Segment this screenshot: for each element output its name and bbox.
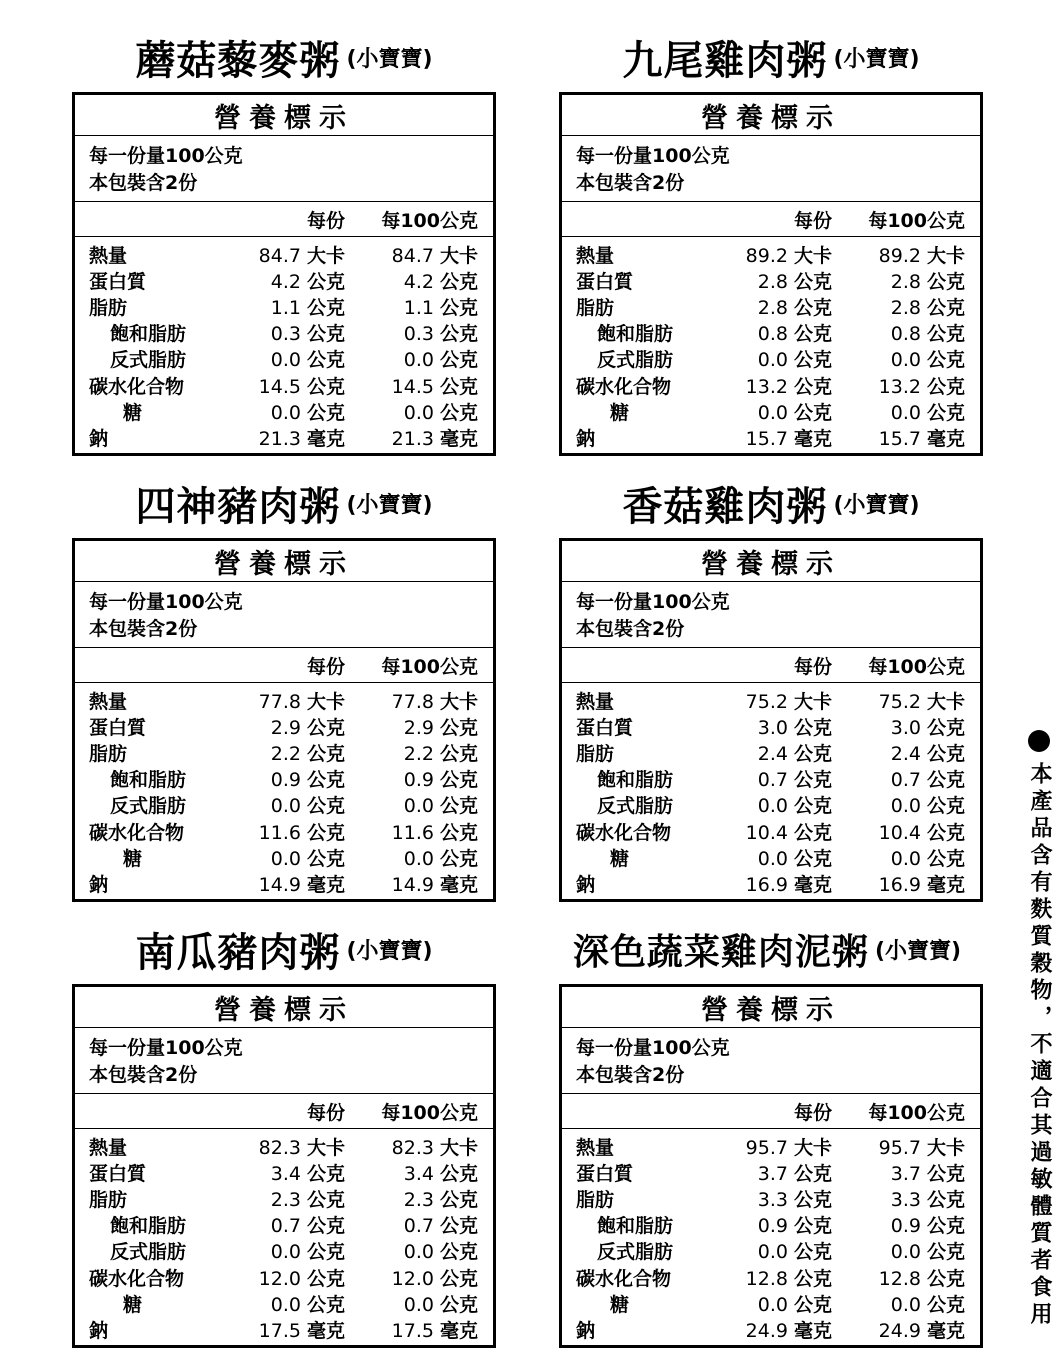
nutrient-row (562, 1185, 980, 1211)
nutrition-card-mushroom-quinoa (72, 28, 496, 456)
value-per-100g: 11.6 公克 (391, 821, 478, 844)
value-per-100g: 0.0 公克 (890, 1293, 965, 1316)
nutrient-row (562, 1159, 980, 1185)
nutrition-card-shiitake-chicken (559, 474, 983, 902)
value-per-serving: 0.0 公克 (270, 349, 345, 372)
nutrient-row (562, 844, 980, 870)
nutrient-name: 熱量 (576, 1136, 615, 1159)
value-per-serving: 3.3 公克 (757, 1188, 832, 1211)
nutrient-name: 反式脂肪 (597, 349, 674, 372)
nutrient-row (562, 398, 980, 424)
nutrient-name: 飽和脂肪 (597, 1215, 674, 1238)
label-header: 營養標示 (75, 95, 493, 136)
value-per-100g: 16.9 毫克 (878, 873, 965, 896)
nutrient-row (75, 1133, 493, 1159)
value-per-serving: 0.0 公克 (757, 401, 832, 424)
value-per-serving: 0.0 公克 (757, 349, 832, 372)
nutrient-name: 鈉 (576, 1319, 596, 1342)
value-per-100g: 0.0 公克 (890, 401, 965, 424)
nutrient-name: 脂肪 (576, 296, 615, 319)
value-per-serving: 0.0 公克 (757, 795, 832, 818)
product-title: 深色蔬菜雞肉泥粥 (小寶寶) (572, 931, 962, 973)
nutrient-name: 脂肪 (576, 1188, 615, 1211)
value-per-100g: 75.2 大卡 (878, 690, 965, 713)
label-header: 營養標示 (75, 541, 493, 582)
nutrient-row (562, 1264, 980, 1290)
value-per-100g: 3.3 公克 (890, 1188, 965, 1211)
column-headers: 每份 每100公克 (562, 648, 980, 683)
serving-info: 每一份量100公克 本包裝含2份 (562, 582, 980, 648)
nutrient-name: 碳水化合物 (89, 1267, 185, 1290)
allergen-note-text: 本產品含有麩質穀物，不適合其過敏體質者食用 (1027, 762, 1052, 1329)
value-per-100g: 82.3 大卡 (391, 1136, 478, 1159)
value-per-100g: 24.9 毫克 (878, 1319, 965, 1342)
value-per-serving: 3.0 公克 (757, 716, 832, 739)
nutrient-name: 碳水化合物 (576, 1267, 672, 1290)
nutrient-row (75, 687, 493, 713)
nutrient-row (562, 766, 980, 792)
nutrient-name: 糖 (123, 401, 143, 424)
nutrient-row (75, 346, 493, 372)
nutrient-row (562, 1316, 980, 1342)
value-per-100g: 95.7 大卡 (878, 1136, 965, 1159)
value-per-serving: 0.0 公克 (270, 847, 345, 870)
value-per-serving: 0.0 公克 (270, 795, 345, 818)
value-per-100g: 0.0 公克 (890, 349, 965, 372)
value-per-serving: 0.8 公克 (757, 323, 832, 346)
value-per-serving: 14.9 毫克 (258, 873, 345, 896)
serving-info: 每一份量100公克 本包裝含2份 (75, 1028, 493, 1094)
value-per-serving: 0.7 公克 (757, 769, 832, 792)
value-per-100g: 0.0 公克 (890, 795, 965, 818)
nutrient-name: 飽和脂肪 (110, 323, 187, 346)
nutrient-name: 脂肪 (576, 742, 615, 765)
value-per-100g: 4.2 公克 (403, 270, 478, 293)
nutrient-row (562, 792, 980, 818)
nutrient-rows (75, 683, 493, 899)
nutrient-row (75, 267, 493, 293)
value-per-100g: 17.5 毫克 (391, 1319, 478, 1342)
nutrient-name: 反式脂肪 (110, 349, 187, 372)
nutrient-row (75, 1316, 493, 1342)
value-per-serving: 82.3 大卡 (258, 1136, 345, 1159)
value-per-serving: 0.0 公克 (757, 1241, 832, 1264)
nutrient-name: 熱量 (576, 690, 615, 713)
nutrient-row (562, 267, 980, 293)
value-per-serving: 0.0 公克 (757, 1293, 832, 1316)
nutrient-name: 蛋白質 (576, 1162, 634, 1185)
value-per-100g: 3.7 公克 (890, 1162, 965, 1185)
nutrient-name: 蛋白質 (89, 716, 147, 739)
nutrient-row (75, 1264, 493, 1290)
nutrient-row (75, 739, 493, 765)
value-per-serving: 0.0 公克 (270, 1293, 345, 1316)
nutrient-name: 蛋白質 (576, 270, 634, 293)
nutrient-name: 蛋白質 (89, 270, 147, 293)
value-per-100g: 0.0 公克 (403, 795, 478, 818)
serving-info: 每一份量100公克 本包裝含2份 (562, 1028, 980, 1094)
nutrient-row (75, 1238, 493, 1264)
value-per-100g: 77.8 大卡 (391, 690, 478, 713)
nutrient-row (75, 1290, 493, 1316)
nutrient-name: 反式脂肪 (597, 1241, 674, 1264)
nutrient-name: 糖 (610, 1293, 630, 1316)
nutrient-row (562, 241, 980, 267)
value-per-100g: 89.2 大卡 (878, 244, 965, 267)
nutrient-name: 飽和脂肪 (110, 1215, 187, 1238)
column-headers: 每份 每100公克 (75, 1094, 493, 1129)
value-per-serving: 77.8 大卡 (258, 690, 345, 713)
value-per-serving: 0.0 公克 (270, 1241, 345, 1264)
value-per-100g: 2.8 公克 (890, 270, 965, 293)
nutrient-row (562, 687, 980, 713)
value-per-serving: 2.2 公克 (270, 742, 345, 765)
nutrient-row (75, 424, 493, 450)
nutrient-row (75, 293, 493, 319)
label-header: 營養標示 (562, 541, 980, 582)
serving-info: 每一份量100公克 本包裝含2份 (75, 136, 493, 202)
nutrient-name: 鈉 (576, 427, 596, 450)
value-per-100g: 2.9 公克 (403, 716, 478, 739)
value-per-serving: 14.5 公克 (258, 375, 345, 398)
nutrient-row (562, 1290, 980, 1316)
nutrient-name: 飽和脂肪 (110, 769, 187, 792)
value-per-100g: 2.4 公克 (890, 742, 965, 765)
nutrient-name: 脂肪 (89, 1188, 128, 1211)
value-per-100g: 3.0 公克 (890, 716, 965, 739)
nutrition-label (559, 92, 983, 456)
nutrient-row (75, 398, 493, 424)
value-per-serving: 13.2 公克 (745, 375, 832, 398)
nutrient-row (562, 870, 980, 896)
value-per-serving: 4.2 公克 (270, 270, 345, 293)
value-per-100g: 14.9 毫克 (391, 873, 478, 896)
nutrient-name: 糖 (610, 401, 630, 424)
nutrient-row (75, 818, 493, 844)
nutrient-row (75, 713, 493, 739)
nutrient-name: 熱量 (576, 244, 615, 267)
nutrition-label (72, 92, 496, 456)
value-per-100g: 0.8 公克 (890, 323, 965, 346)
nutrient-name: 反式脂肪 (597, 795, 674, 818)
value-per-serving: 15.7 毫克 (745, 427, 832, 450)
nutrient-row (75, 241, 493, 267)
value-per-100g: 0.3 公克 (403, 323, 478, 346)
value-per-serving: 10.4 公克 (745, 821, 832, 844)
value-per-serving: 0.3 公克 (270, 323, 345, 346)
nutrition-card-four-herb-pork (72, 474, 496, 902)
nutrient-row (75, 372, 493, 398)
value-per-100g: 10.4 公克 (878, 821, 965, 844)
nutrient-row (562, 346, 980, 372)
label-header: 營養標示 (75, 987, 493, 1028)
value-per-serving: 3.4 公克 (270, 1162, 345, 1185)
value-per-serving: 3.7 公克 (757, 1162, 832, 1185)
value-per-serving: 17.5 毫克 (258, 1319, 345, 1342)
value-per-serving: 16.9 毫克 (745, 873, 832, 896)
nutrition-label (72, 538, 496, 902)
value-per-serving: 0.9 公克 (757, 1215, 832, 1238)
value-per-100g: 0.0 公克 (403, 401, 478, 424)
value-per-100g: 0.0 公克 (890, 847, 965, 870)
product-title: 香菇雞肉粥 (小寶寶) (622, 483, 920, 530)
value-per-100g: 3.4 公克 (403, 1162, 478, 1185)
value-per-serving: 12.0 公克 (258, 1267, 345, 1290)
nutrient-row (75, 766, 493, 792)
nutrition-card-veg-chicken-puree (559, 920, 983, 1348)
column-headers: 每份 每100公克 (562, 202, 980, 237)
value-per-100g: 21.3 毫克 (391, 427, 478, 450)
value-per-100g: 14.5 公克 (391, 375, 478, 398)
nutrient-name: 糖 (123, 1293, 143, 1316)
value-per-serving: 1.1 公克 (270, 296, 345, 319)
value-per-serving: 24.9 毫克 (745, 1319, 832, 1342)
product-title: 南瓜豬肉粥 (小寶寶) (135, 929, 433, 976)
nutrient-name: 熱量 (89, 690, 128, 713)
value-per-100g: 0.9 公克 (403, 769, 478, 792)
nutrient-rows (75, 237, 493, 453)
nutrient-row (75, 1159, 493, 1185)
value-per-100g: 0.0 公克 (890, 1241, 965, 1264)
nutrient-name: 熱量 (89, 1136, 128, 1159)
nutrient-row (75, 870, 493, 896)
value-per-serving: 84.7 大卡 (258, 244, 345, 267)
nutrient-name: 糖 (123, 847, 143, 870)
nutrient-name: 鈉 (89, 427, 109, 450)
product-title: 四神豬肉粥 (小寶寶) (135, 483, 433, 530)
nutrient-row (562, 713, 980, 739)
column-headers: 每份 每100公克 (75, 648, 493, 683)
nutrient-row (562, 1212, 980, 1238)
value-per-serving: 2.4 公克 (757, 742, 832, 765)
value-per-serving: 21.3 毫克 (258, 427, 345, 450)
value-per-serving: 2.9 公克 (270, 716, 345, 739)
nutrition-card-pumpkin-pork (72, 920, 496, 1348)
value-per-100g: 1.1 公克 (403, 296, 478, 319)
nutrient-row (75, 320, 493, 346)
nutrient-name: 碳水化合物 (576, 375, 672, 398)
value-per-100g: 12.0 公克 (391, 1267, 478, 1290)
value-per-serving: 2.8 公克 (757, 296, 832, 319)
nutrient-name: 鈉 (89, 873, 109, 896)
nutrient-name: 反式脂肪 (110, 1241, 187, 1264)
value-per-100g: 0.0 公克 (403, 1293, 478, 1316)
label-header: 營養標示 (562, 95, 980, 136)
nutrient-row (562, 424, 980, 450)
column-headers: 每份 每100公克 (75, 202, 493, 237)
nutrient-row (75, 792, 493, 818)
column-headers: 每份 每100公克 (562, 1094, 980, 1129)
value-per-100g: 0.7 公克 (403, 1215, 478, 1238)
allergen-note (1022, 730, 1056, 1329)
serving-info: 每一份量100公克 本包裝含2份 (75, 582, 493, 648)
nutrient-rows (75, 1129, 493, 1345)
value-per-100g: 0.0 公克 (403, 1241, 478, 1264)
nutrient-name: 蛋白質 (576, 716, 634, 739)
product-title: 蘑菇藜麥粥 (小寶寶) (135, 37, 433, 84)
value-per-serving: 95.7 大卡 (745, 1136, 832, 1159)
nutrient-name: 鈉 (576, 873, 596, 896)
nutrient-row (562, 1133, 980, 1159)
nutrient-name: 熱量 (89, 244, 128, 267)
value-per-serving: 89.2 大卡 (745, 244, 832, 267)
nutrient-row (75, 1212, 493, 1238)
nutrition-card-chicken-nine-tail (559, 28, 983, 456)
nutrient-name: 碳水化合物 (89, 375, 185, 398)
nutrient-row (562, 1238, 980, 1264)
value-per-100g: 15.7 毫克 (878, 427, 965, 450)
value-per-serving: 11.6 公克 (258, 821, 345, 844)
nutrient-name: 脂肪 (89, 296, 128, 319)
bullet-dot-icon (1028, 730, 1050, 752)
nutrient-name: 飽和脂肪 (597, 769, 674, 792)
nutrition-label (72, 984, 496, 1348)
value-per-serving: 2.3 公克 (270, 1188, 345, 1211)
value-per-100g: 0.0 公克 (403, 349, 478, 372)
value-per-serving: 0.9 公克 (270, 769, 345, 792)
value-per-serving: 12.8 公克 (745, 1267, 832, 1290)
product-title: 九尾雞肉粥 (小寶寶) (622, 37, 920, 84)
value-per-serving: 75.2 大卡 (745, 690, 832, 713)
nutrient-name: 蛋白質 (89, 1162, 147, 1185)
nutrition-label (559, 984, 983, 1348)
nutrient-name: 糖 (610, 847, 630, 870)
value-per-serving: 2.8 公克 (757, 270, 832, 293)
value-per-100g: 0.7 公克 (890, 769, 965, 792)
value-per-100g: 2.8 公克 (890, 296, 965, 319)
value-per-serving: 0.7 公克 (270, 1215, 345, 1238)
nutrient-name: 反式脂肪 (110, 795, 187, 818)
value-per-100g: 84.7 大卡 (391, 244, 478, 267)
nutrient-row (562, 739, 980, 765)
nutrient-name: 碳水化合物 (89, 821, 185, 844)
value-per-100g: 2.3 公克 (403, 1188, 478, 1211)
nutrient-rows (562, 683, 980, 899)
nutrient-rows (562, 1129, 980, 1345)
value-per-serving: 0.0 公克 (270, 401, 345, 424)
nutrient-row (562, 320, 980, 346)
value-per-100g: 13.2 公克 (878, 375, 965, 398)
nutrient-row (562, 293, 980, 319)
value-per-serving: 0.0 公克 (757, 847, 832, 870)
nutrient-row (562, 372, 980, 398)
value-per-100g: 12.8 公克 (878, 1267, 965, 1290)
nutrient-name: 脂肪 (89, 742, 128, 765)
value-per-100g: 2.2 公克 (403, 742, 478, 765)
nutrient-row (562, 818, 980, 844)
nutrient-name: 碳水化合物 (576, 821, 672, 844)
nutrient-row (75, 1185, 493, 1211)
label-header: 營養標示 (562, 987, 980, 1028)
nutrition-label (559, 538, 983, 902)
serving-info: 每一份量100公克 本包裝含2份 (562, 136, 980, 202)
nutrient-row (75, 844, 493, 870)
value-per-100g: 0.9 公克 (890, 1215, 965, 1238)
nutrient-rows (562, 237, 980, 453)
nutrient-name: 鈉 (89, 1319, 109, 1342)
nutrient-name: 飽和脂肪 (597, 323, 674, 346)
value-per-100g: 0.0 公克 (403, 847, 478, 870)
